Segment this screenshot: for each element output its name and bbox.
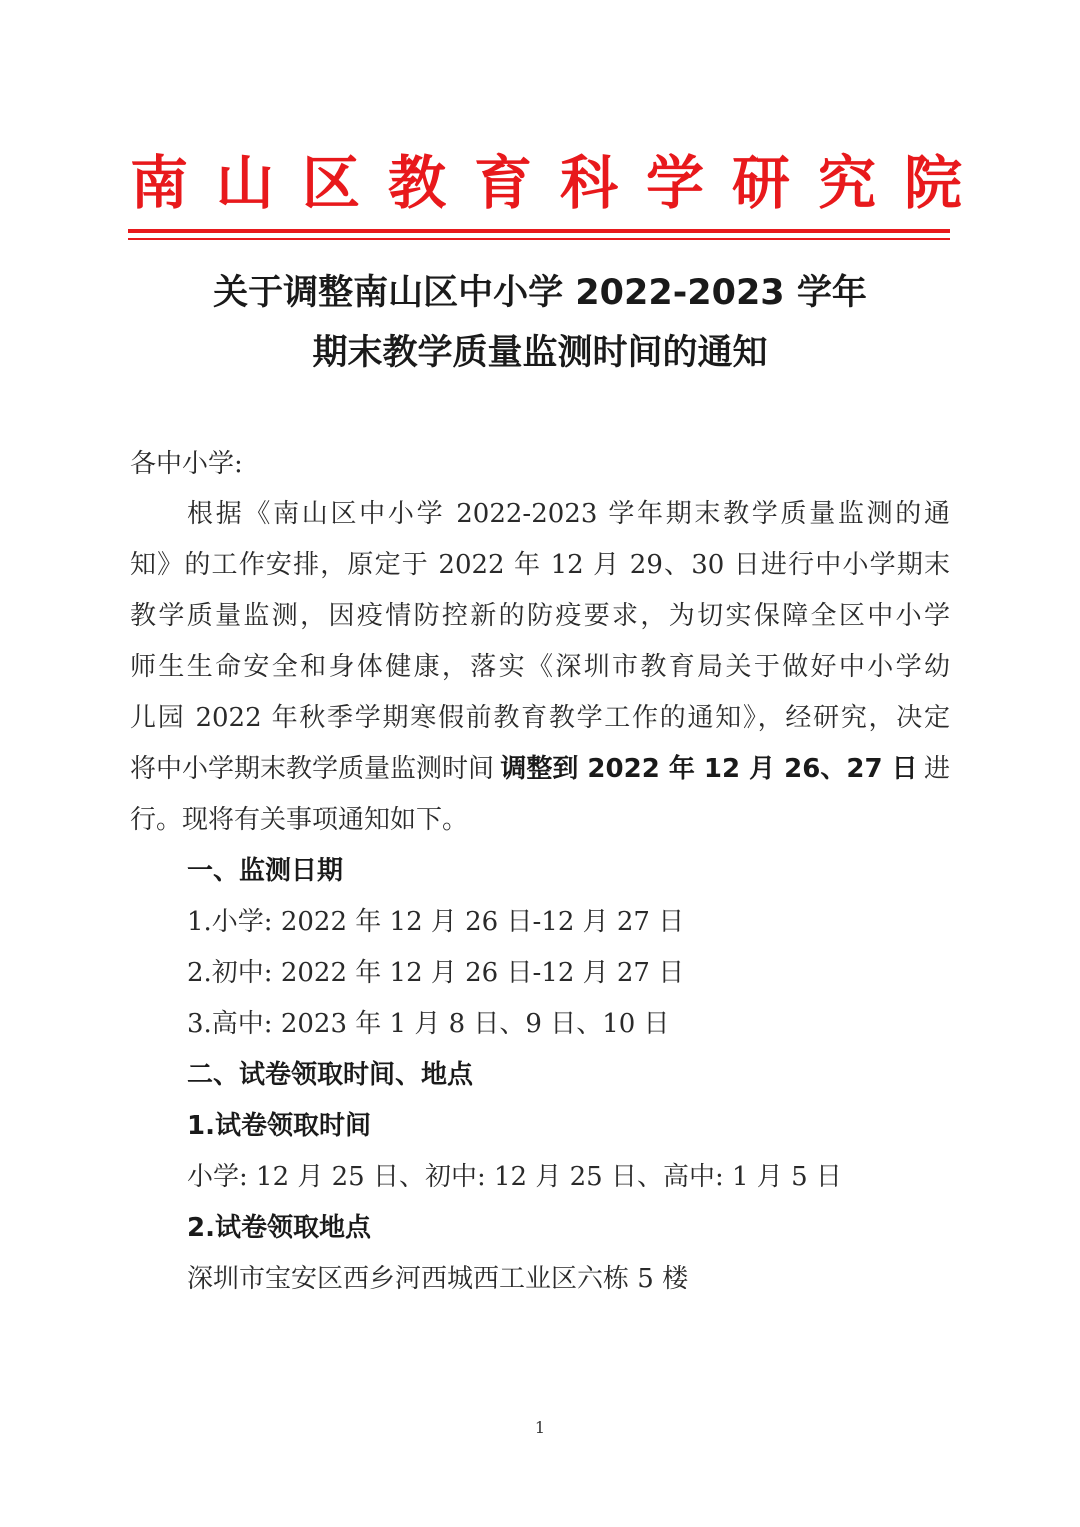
pickup-time-text: 小学: 12 月 25 日、初中: 12 月 25 日、高中: 1 月 5 日 [187, 1162, 842, 1192]
letterhead-rule-thin [128, 238, 950, 240]
letterhead-rule-thick [128, 229, 950, 233]
document-title-line-1: 关于调整南山区中小学 2022-2023 学年 [213, 273, 867, 313]
body-line: 教学质量监测，因疫情防控新的防疫要求，为切实保障全区中小学 [130, 601, 950, 631]
salutation: 各中小学: [130, 449, 243, 479]
body-line: 儿园 2022 年秋季学期寒假前教育教学工作的通知》，经研究，决定 [130, 703, 950, 733]
page-number: 1 [534, 1418, 546, 1437]
schedule-item-primary: 1.小学: 2022 年 12 月 26 日-12 月 27 日 [187, 907, 685, 937]
body-line: 知》的工作安排，原定于 2022 年 12 月 29、30 日进行中小学期末 [130, 550, 950, 580]
body-text: 将中小学期末教学质量监测时间 [130, 754, 495, 784]
pickup-time-heading: 1.试卷领取时间 [187, 1111, 371, 1141]
document-title-line-2: 期末教学质量监测时间的通知 [312, 333, 768, 373]
pickup-location-heading: 2.试卷领取地点 [187, 1213, 371, 1243]
pickup-location-text: 深圳市宝安区西乡河西城西工业区六栋 5 楼 [187, 1264, 689, 1294]
schedule-item-senior: 3.高中: 2023 年 1 月 8 日、9 日、10 日 [187, 1009, 670, 1039]
adjusted-date-emphasis: 调整到 2022 年 12 月 26、27 日 [500, 754, 918, 784]
body-line [130, 749, 950, 789]
schedule-item-junior: 2.初中: 2022 年 12 月 26 日-12 月 27 日 [187, 958, 685, 988]
body-line: 师生生命安全和身体健康，落实《深圳市教育局关于做好中小学幼 [130, 652, 950, 682]
body-line: 根据《南山区中小学 2022-2023 学年期末教学质量监测的通 [187, 499, 950, 529]
letterhead-org-name: 南山区教育科学研究院 [130, 149, 991, 217]
body-line: 行。现将有关事项通知如下。 [130, 805, 469, 835]
body-text: 进 [923, 754, 950, 784]
section-1-heading: 一、监测日期 [187, 856, 344, 886]
section-2-heading: 二、试卷领取时间、地点 [187, 1060, 474, 1090]
